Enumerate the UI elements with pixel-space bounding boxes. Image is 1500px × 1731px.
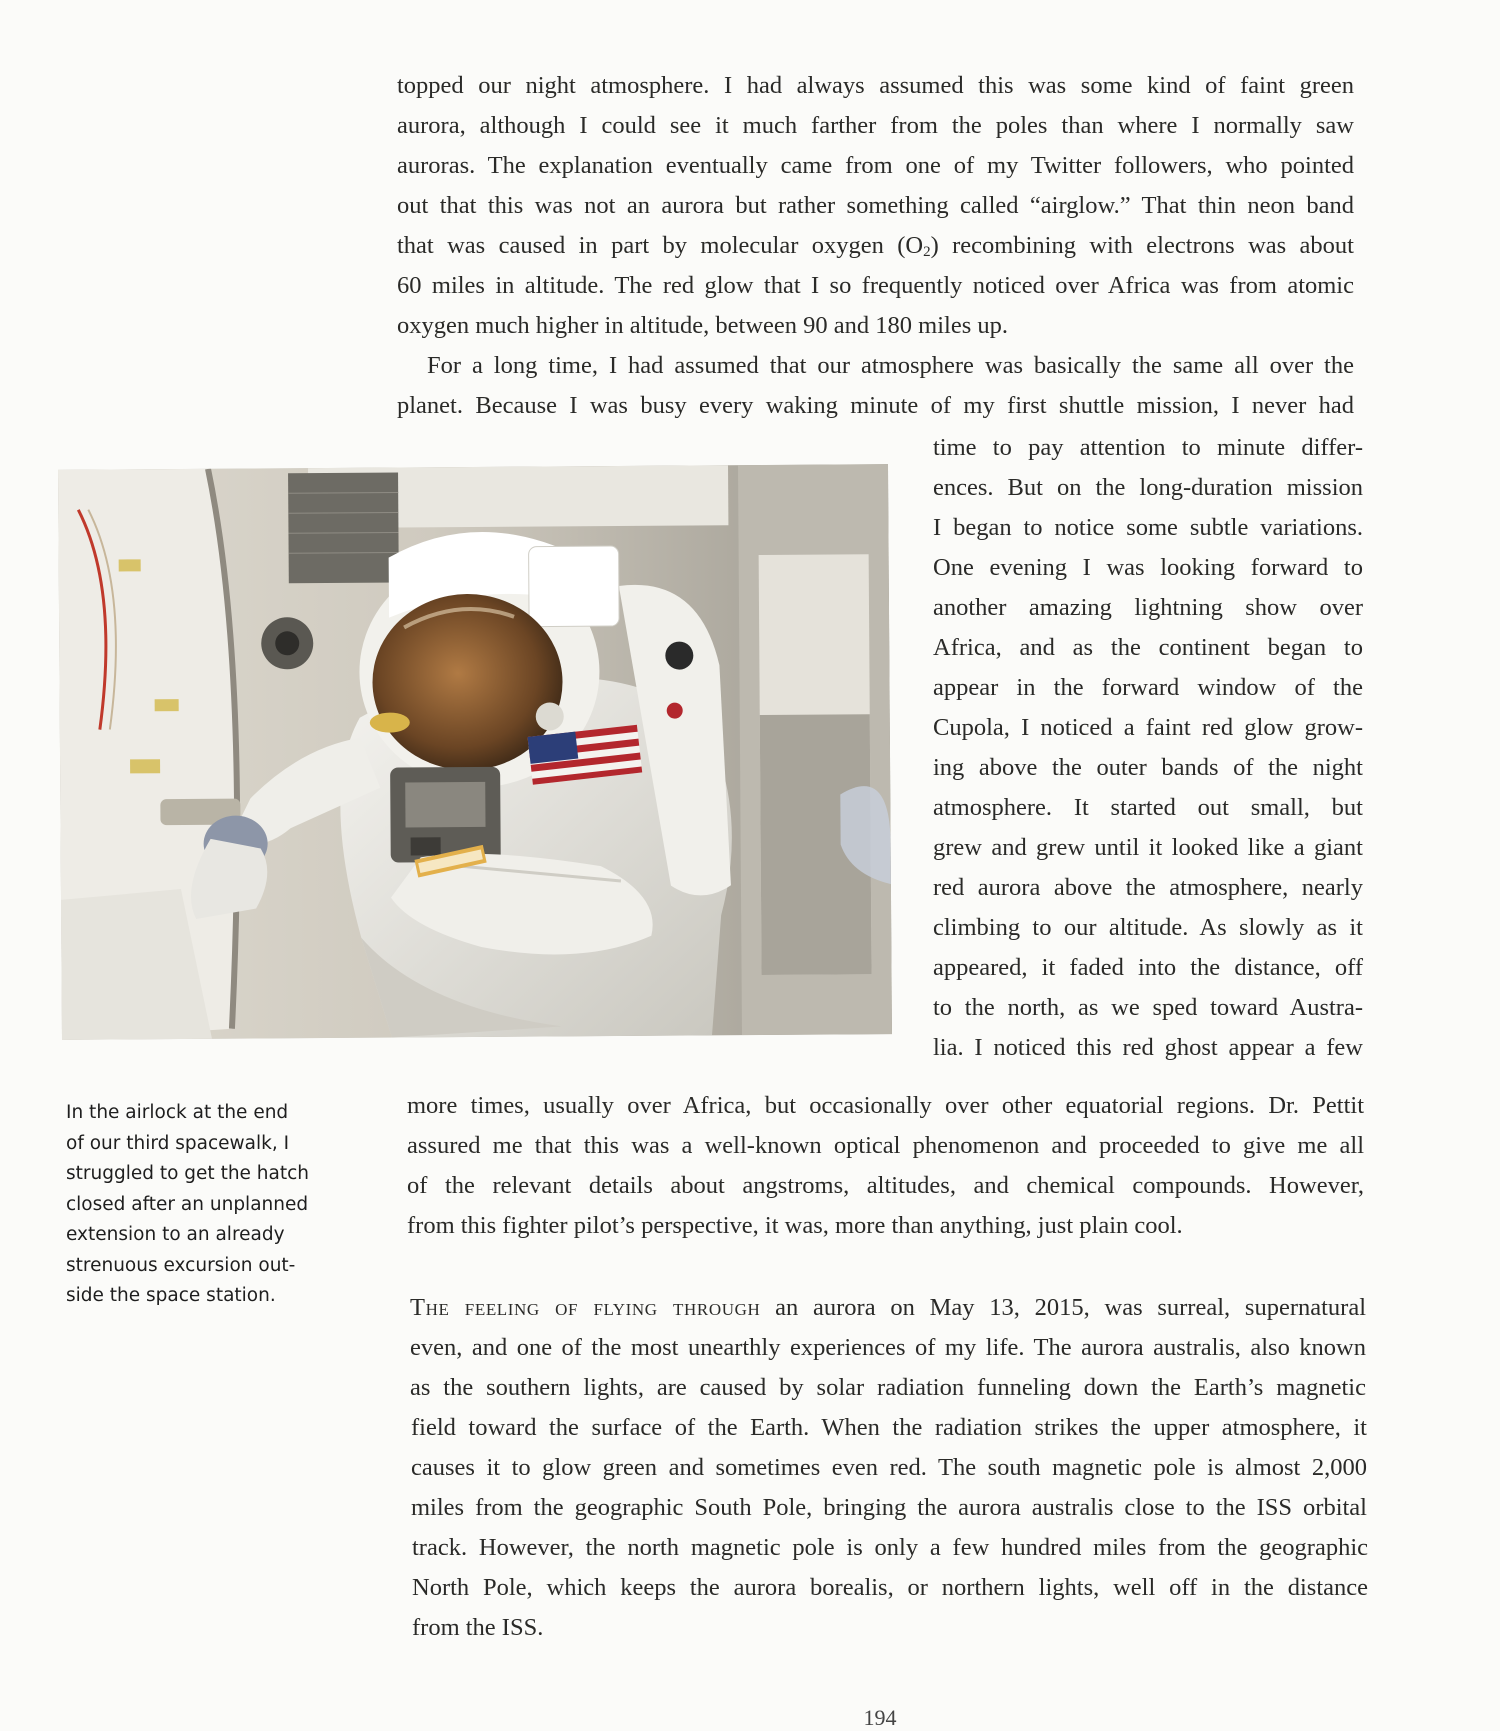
- caption-line: side the space station.: [66, 1285, 276, 1306]
- caption-line: closed after an unplanned: [66, 1193, 309, 1215]
- body-line: red aurora above the atmosphere, nearly: [933, 874, 1363, 901]
- body-line: another amazing lightning show over: [933, 594, 1363, 621]
- body-line: atmosphere. It started out small, but: [933, 794, 1363, 821]
- body-line: 60 miles in altitude. The red glow that I so frequently noticed over Africa was from atomic: [397, 272, 1354, 299]
- body-line: to the north, as we sped toward Austra-: [933, 994, 1363, 1021]
- body-line: planet. Because I was busy every waking minute of my first shuttle mission, I never had: [397, 392, 1354, 419]
- body-line: Africa, and as the continent began to: [933, 634, 1363, 661]
- photo-caption: [66, 1098, 356, 1312]
- body-line: auroras. The explanation eventually came from one of my Twitter followers, who pointed: [397, 152, 1354, 179]
- body-line: field toward the surface of the Earth. When the radiation strikes the upper atmosphere, it: [411, 1414, 1367, 1441]
- body-line: climbing to our altitude. As slowly as it: [933, 914, 1363, 941]
- caption-line: struggled to get the hatch: [66, 1163, 310, 1184]
- caption-line: In the airlock at the end: [66, 1102, 289, 1123]
- body-line: more times, usually over Africa, but occasionally over other equatorial regions. Dr. Pettit: [407, 1092, 1364, 1119]
- body-text: an aurora on May 13, 2015, was surreal, supernatural: [760, 1294, 1366, 1321]
- body-line: as the southern lights, are caused by solar radiation funneling down the Earth’s magnetic: [410, 1374, 1366, 1401]
- body-line: even, and one of the most unearthly experiences of my life. The aurora australis, also known: [410, 1334, 1366, 1361]
- astronaut-illustration: [58, 464, 892, 1040]
- body-line: from the ISS.: [412, 1614, 544, 1641]
- body-line: assured me that this was a well-known optical phenomenon and proceeded to give me all: [407, 1132, 1364, 1159]
- body-line: time to pay attention to minute differ-: [933, 434, 1363, 461]
- body-line: One evening I was looking forward to: [933, 554, 1363, 581]
- caption-line: of our third spacewalk, I: [66, 1132, 290, 1154]
- body-line: from this fighter pilot’s perspective, it was, more than anything, just plain cool.: [407, 1212, 1183, 1239]
- body-line: ences. But on the long-duration mission: [933, 474, 1363, 501]
- subscript: 2: [923, 244, 931, 260]
- caption-line: extension to an already: [66, 1224, 285, 1245]
- body-line: causes it to glow green and sometimes even red. The south magnetic pole is almost 2,000: [411, 1454, 1367, 1481]
- body-text: that was caused in part by molecular oxygen (O: [397, 232, 924, 259]
- body-line: miles from the geographic South Pole, bringing the aurora australis close to the ISS orbital: [411, 1494, 1367, 1521]
- body-line-indent: For a long time, I had assumed that our atmosphere was basically the same all over the: [427, 352, 1354, 379]
- body-line: Cupola, I noticed a faint red glow grow-: [933, 714, 1363, 741]
- small-caps-lead-in: The feeling of flying through: [410, 1294, 761, 1321]
- body-line: aurora, although I could see it much farther from the poles than where I normally saw: [397, 112, 1354, 139]
- body-line: out that this was not an aurora but rather something called “airglow.” That thin neon band: [397, 192, 1354, 219]
- body-line: oxygen much higher in altitude, between 90 and 180 miles up.: [397, 312, 1009, 339]
- body-text: ) recombining with electrons was about: [930, 232, 1354, 259]
- body-line: appear in the forward window of the: [933, 674, 1363, 701]
- body-line: topped our night atmosphere. I had always assumed this was some kind of faint green: [397, 72, 1354, 99]
- astronaut-photo: [58, 464, 892, 1040]
- body-line: track. However, the north magnetic pole is only a few hundred miles from the geographic: [412, 1534, 1368, 1561]
- section-lead-line: [410, 1288, 1366, 1328]
- body-line: grew and grew until it looked like a giant: [933, 834, 1363, 861]
- body-line: ing above the outer bands of the night: [933, 754, 1363, 781]
- caption-line: strenuous excursion out-: [66, 1254, 296, 1276]
- body-line: of the relevant details about angstroms, altitudes, and chemical compounds. However,: [407, 1172, 1364, 1199]
- body-line: I began to notice some subtle variations.: [933, 514, 1363, 541]
- body-line: appeared, it faded into the distance, off: [933, 954, 1363, 981]
- body-line: North Pole, which keeps the aurora borealis, or northern lights, well off in the distance: [412, 1574, 1368, 1601]
- body-line: lia. I noticed this red ghost appear a few: [933, 1034, 1363, 1061]
- page-number: 194: [863, 1705, 897, 1730]
- body-line: [397, 226, 1354, 266]
